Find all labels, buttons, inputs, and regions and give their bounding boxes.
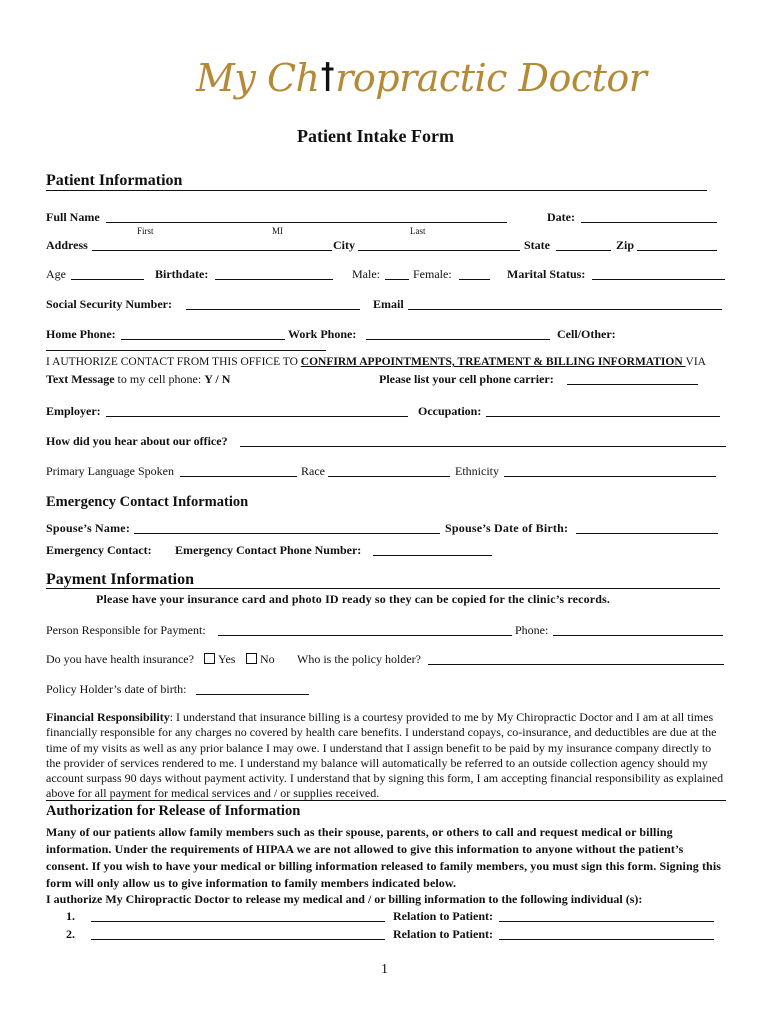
page-title: Patient Intake Form	[297, 126, 454, 146]
employer-field[interactable]	[106, 416, 408, 417]
financial-rule	[46, 800, 726, 801]
carrier-field[interactable]	[567, 384, 698, 385]
female-label: Female:	[413, 267, 452, 281]
occupation-label: Occupation:	[418, 404, 482, 418]
financial-responsibility	[46, 710, 726, 802]
birthdate-label: Birthdate:	[155, 267, 209, 281]
policy-holder-label: Who is the policy holder?	[297, 652, 421, 666]
no-checkbox[interactable]	[246, 653, 257, 664]
payment-notice: Please have your insurance card and photo ID ready so they can be copied for the clinic’s records.	[96, 592, 611, 606]
language-field[interactable]	[180, 476, 297, 477]
heading-rule	[46, 190, 707, 191]
city-field[interactable]	[358, 250, 520, 251]
marital-field[interactable]	[592, 279, 725, 280]
release-text: Many of our patients allow family members such as their spouse, parents, or others to call and request medical or billing information. Under the requirements of HIPAA we are not allowed to give this information to anyone without the patient’s consent. If you wish to have your medical or billing information released to family members, you must sign this form. Signing this form will only allow us to give information to family members indicated below.	[46, 825, 722, 890]
date-field[interactable]	[581, 222, 717, 223]
responsible-label: Person Responsible for Payment:	[46, 623, 206, 637]
emergency-phone-label: Emergency Contact Phone Number:	[175, 543, 362, 557]
home-phone-label: Home Phone:	[46, 327, 116, 341]
email-label: Email	[373, 297, 404, 311]
age-field[interactable]	[71, 279, 144, 280]
emergency-phone-field[interactable]	[373, 555, 492, 556]
zip-field[interactable]	[637, 250, 717, 251]
race-label: Race	[301, 464, 325, 478]
text-message-label: Text Message	[46, 372, 115, 386]
logo-text-b: ropractic Doctor	[335, 56, 647, 100]
language-label: Primary Language Spoken	[46, 464, 174, 478]
payment-heading: Payment Information	[46, 571, 194, 588]
state-field[interactable]	[556, 250, 611, 251]
relation-1-label: Relation to Patient:	[393, 909, 493, 923]
phone-label: Phone:	[515, 623, 549, 637]
ethnicity-label: Ethnicity	[455, 464, 499, 478]
running-figure-icon: ꝉ	[319, 56, 336, 100]
payment-rule	[46, 588, 720, 589]
authorize-text-b: CONFIRM APPOINTMENTS, TREATMENT & BILLING INFORMATION	[300, 356, 686, 368]
yes-label: Yes	[218, 652, 236, 666]
item-2-number: 2.	[66, 927, 75, 941]
phone-field[interactable]	[553, 635, 723, 636]
financial-text: : I understand that insurance billing is a courtesy provided to me by My Chiropractic Doctor and I am at all times financially responsible for any charges no covered by health care benefits. I understand copays, co-insurance, and deductibles are due at the time of my visits as well as any prior balance I may owe. I understand that I assign benefit to be paid by my insurance company directly to the provider of services rendered to me. I understand my balance will automatically be referred to an outside collection agency should my account surpass 90 days without payment activity. I understand that by signing this form, I am accepting financial responsibility as explained above for all payment for medical services and / or supplies received.	[46, 710, 724, 801]
zip-label: Zip	[616, 238, 635, 252]
insurance-no-option[interactable]	[246, 652, 275, 667]
authorize-text-c: VIA	[685, 356, 706, 368]
first-sublabel: First	[137, 226, 154, 236]
full-name-field[interactable]	[106, 222, 507, 223]
mi-sublabel: MI	[272, 226, 283, 236]
financial-label: Financial Responsibility	[46, 710, 170, 724]
responsible-field[interactable]	[218, 635, 512, 636]
policy-holder-field[interactable]	[428, 664, 724, 665]
patient-info-heading: Patient Information	[46, 172, 183, 189]
yes-checkbox[interactable]	[204, 653, 215, 664]
state-label: State	[524, 238, 550, 252]
relation-2-field[interactable]	[499, 939, 714, 940]
page-number: 1	[381, 962, 388, 977]
hear-field[interactable]	[240, 446, 726, 447]
work-phone-field[interactable]	[366, 339, 550, 340]
spouse-name-label: Spouse’s Name:	[46, 521, 131, 535]
authorize-text-a: I AUTHORIZE CONTACT FROM THIS OFFICE TO	[46, 356, 301, 368]
address-field[interactable]	[92, 250, 332, 251]
work-phone-label: Work Phone:	[288, 327, 357, 341]
insurance-yes-option[interactable]	[204, 652, 235, 667]
email-field[interactable]	[408, 309, 722, 310]
text-message-line	[46, 372, 230, 387]
individual-2-field[interactable]	[91, 939, 385, 940]
text-message-desc: to my cell phone:	[114, 372, 205, 386]
last-sublabel: Last	[410, 226, 426, 236]
employer-label: Employer:	[46, 404, 101, 418]
hear-label: How did you hear about our office?	[46, 434, 228, 448]
carrier-label: Please list your cell phone carrier:	[379, 372, 554, 386]
female-field[interactable]	[459, 279, 490, 280]
release-authorize: I authorize My Chiropractic Doctor to release my medical and / or billing information to the following individual (s):	[46, 892, 643, 906]
insurance-question: Do you have health insurance?	[46, 652, 194, 666]
spouse-dob-field[interactable]	[576, 533, 718, 534]
birthdate-field[interactable]	[215, 279, 333, 280]
ssn-field[interactable]	[186, 309, 360, 310]
individual-1-field[interactable]	[91, 921, 385, 922]
authorize-contact	[46, 356, 706, 368]
male-label: Male:	[352, 267, 380, 281]
ethnicity-field[interactable]	[504, 476, 716, 477]
item-1-number: 1.	[66, 909, 75, 923]
spouse-name-field[interactable]	[134, 533, 440, 534]
occupation-field[interactable]	[486, 416, 720, 417]
full-name-label: Full Name	[46, 210, 100, 224]
race-field[interactable]	[328, 476, 450, 477]
cell-field[interactable]	[46, 350, 326, 351]
male-field[interactable]	[385, 279, 409, 280]
clinic-logo	[196, 56, 646, 100]
marital-label: Marital Status:	[507, 267, 586, 281]
no-label: No	[260, 652, 275, 666]
relation-2-label: Relation to Patient:	[393, 927, 493, 941]
text-message-yn[interactable]: Y / N	[204, 372, 231, 386]
holder-dob-label: Policy Holder’s date of birth:	[46, 682, 187, 696]
city-label: City	[333, 238, 355, 252]
emergency-contact-label: Emergency Contact:	[46, 543, 152, 557]
emergency-heading: Emergency Contact Information	[46, 494, 249, 510]
ssn-label: Social Security Number:	[46, 297, 172, 311]
spouse-dob-label: Spouse’s Date of Birth:	[445, 521, 569, 535]
holder-dob-field[interactable]	[196, 694, 309, 695]
logo-text-a: My Ch	[196, 56, 320, 100]
release-heading: Authorization for Release of Information	[46, 803, 301, 819]
date-label: Date:	[547, 210, 575, 224]
address-label: Address	[46, 238, 88, 252]
age-label: Age	[46, 267, 66, 281]
home-phone-field[interactable]	[121, 339, 285, 340]
cell-label: Cell/Other:	[557, 327, 616, 341]
relation-1-field[interactable]	[499, 921, 714, 922]
